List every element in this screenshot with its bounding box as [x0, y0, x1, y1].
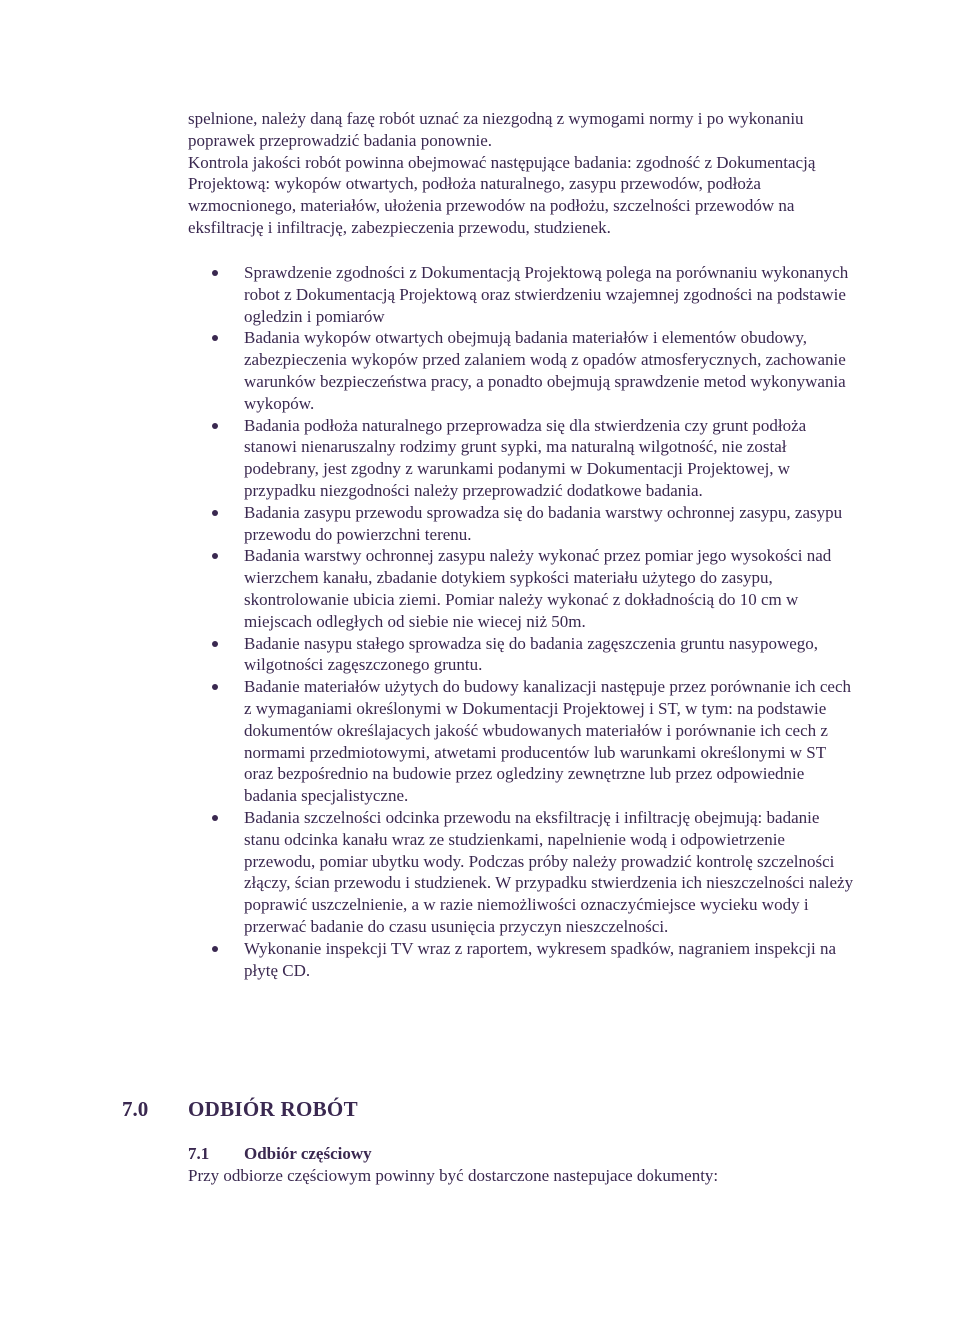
bullet-icon [212, 335, 218, 341]
list-item: Wykonanie inspekcji TV wraz z raportem, wykresem spadków, nagraniem inspekcji na płytę CD. [188, 938, 858, 982]
list-item: Badanie nasypu stałego sprowadza się do badania zagęszczenia gruntu nasypowego, wilgotności zagęszczonego gruntu. [188, 633, 858, 677]
bullet-icon [212, 510, 218, 516]
list-item: Badania wykopów otwartych obejmują badania materiałów i elementów obudowy, zabezpieczenia wykopów przed zalaniem wodą z opadów atmosferycznych, zachowanie warunków bezpieczeństwa pracy, a ponadto obejmują sprawdzenie metod wykonywania wykopów. [188, 327, 858, 414]
subsection-heading [188, 1143, 372, 1164]
list-item: Badania warstwy ochronnej zasypu należy wykonać przez pomiar jego wysokości nad wierzchem kanału, zbadanie dotykiem sypkości materiału użytego do zasypu, skontrolowanie ubicia ziemi. Pomiar należy wykonać z dokładnością do 10 cm w miejscach odległych od siebie nie wiecej niż 50m. [188, 545, 858, 632]
quality-control-paragraph: Kontrola jakości robót powinna obejmować następujące badania: zgodność z Dokumentacją Projektową: wykopów otwartych, podłoża naturalnego, zasypu przewodów, podłoża wzmocnionego, materiałów, ułożenia przewodów na podłożu, szczelności przewodów na eksfiltrację i infiltrację, zabezpieczenia przewodu, studzienek. [188, 152, 816, 237]
bullet-icon [212, 641, 218, 647]
subsection-lead-text: Przy odbiorze częściowym powinny być dostarczone nastepujace dokumenty: [188, 1166, 719, 1185]
subsection-title: Odbiór częściowy [244, 1144, 372, 1163]
continuation-paragraph: spelnione, należy daną fazę robót uznać za niezgodną z wymogami normy i po wykonaniu poprawek przeprowadzić badania ponownie. [188, 109, 804, 150]
section-title: ODBIÓR ROBÓT [188, 1097, 358, 1121]
intro-text [188, 108, 858, 239]
list-item: Badania zasypu przewodu sprowadza się do badania warstwy ochronnej zasypu, zasypu przewodu do powierzchni terenu. [188, 502, 858, 546]
bullet-icon [212, 815, 218, 821]
section-number: 7.0 [122, 1097, 149, 1121]
list-item: Badanie materiałów użytych do budowy kanalizacji następuje przez porównanie ich cech z wymaganiami określonymi w Dokumentacji Projektowej i ST, w tym: na podstawie dokumentów określajacych jakość wbudowanych materiałów i porównanie ich cech z normami przedmiotowymi, atwetami producentów lub warunkami określonymi w ST oraz bezpośrednio na budowie przez ogledziny zewnętrzne lub przez odpowiednie badania specjalistyczne. [188, 676, 858, 807]
subsection-number: 7.1 [188, 1144, 210, 1163]
bullet-icon [212, 553, 218, 559]
list-item: Sprawdzenie zgodności z Dokumentacją Projektową polega na porównaniu wykonanych robot z Dokumentacją Projektową oraz stwierdzeniu wzajemnej zgodności na podstawie ogledzin i pomiarów [188, 262, 858, 327]
list-item: Badania szczelności odcinka przewodu na eksfiltrację i infiltrację obejmują: badanie stanu odcinka kanału wraz ze studzienkami, napelnienie wodą i odpowietrzenie przewodu, pomiar ubytku wody. Podczas próby należy prowadzić kontrolę szczelności złączy, ścian przewodu i studzienek. W przypadku stwierdzenia ich nieszczelności należy poprawić uszczelnienie, a w razie niemożliwości oznaczyćmiejsce wycieku wody i przerwać badanie do czasu usunięcia przyczyn nieszczelności. [188, 807, 858, 938]
list-item: Badania podłoża naturalnego przeprowadza się dla stwierdzenia czy grunt podłoża stanowi nienaruszalny rodzimy grunt sypki, ma naturalną wilgotność, nie został podebrany, jest zgodny z warunkami podanymi w Dokumentacji Projektowej, w przypadku niezgodności należy przeprowadzić dodatkowe badania. [188, 415, 858, 502]
bullet-icon [212, 946, 218, 952]
bullet-icon [212, 423, 218, 429]
test-list [188, 262, 858, 981]
bullet-icon [212, 270, 218, 276]
bullet-icon [212, 684, 218, 690]
